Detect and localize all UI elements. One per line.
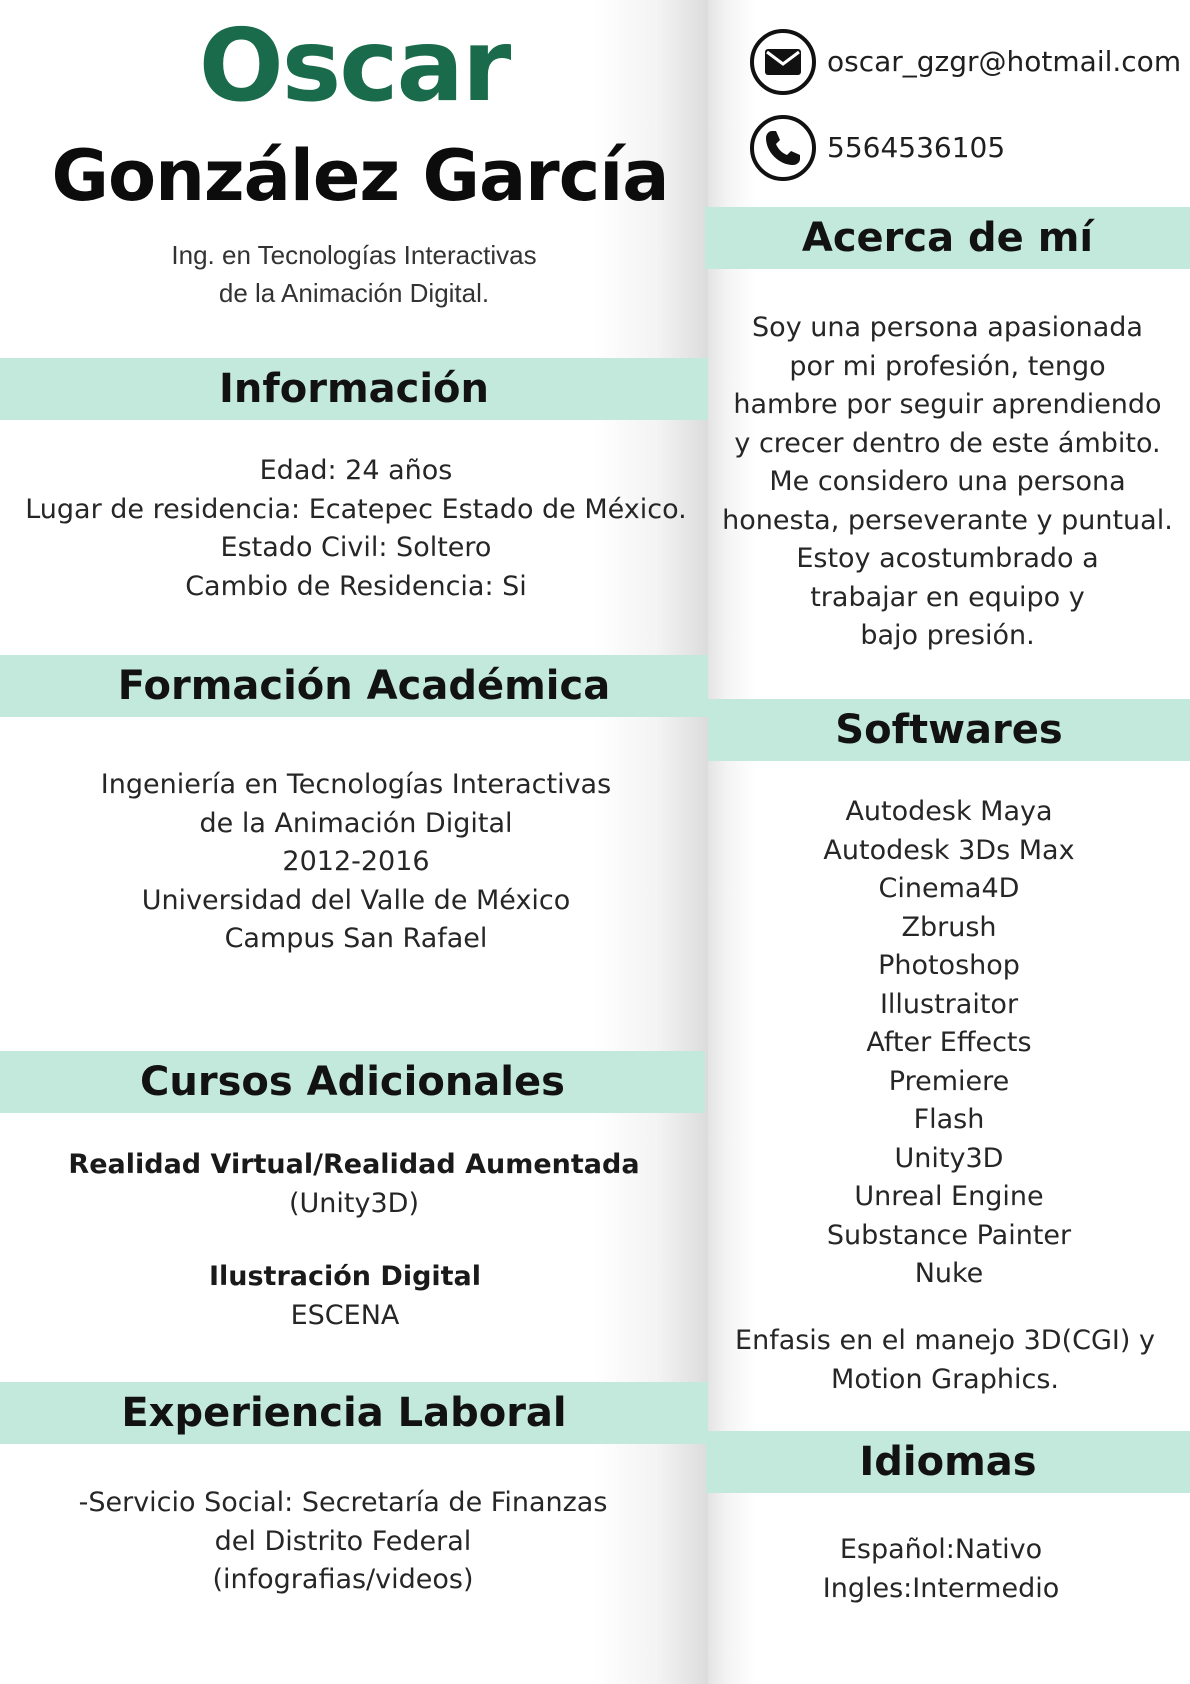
idioma-line: Ingles:Intermedio <box>822 1572 1060 1604</box>
formacion-line: 2012-2016 <box>282 846 430 877</box>
softwares-note <box>705 1322 1185 1399</box>
curso-name: Ilustración Digital <box>208 1261 482 1292</box>
acerca-line: honesta, perseverante y puntual. <box>722 504 1173 536</box>
software-item: Nuke <box>914 1258 984 1289</box>
softwares-note-line: Motion Graphics. <box>831 1363 1059 1395</box>
degree-line: Ing. en Tecnologías Interactivas <box>171 240 537 270</box>
formacion-line: Campus San Rafael <box>224 923 488 954</box>
software-item: After Effects <box>866 1027 1032 1058</box>
section-title-acerca: Acerca de mí <box>801 215 1094 261</box>
acerca-line: y crecer dentro de este ámbito. <box>734 427 1161 459</box>
acerca-line: trabajar en equipo y <box>810 581 1085 613</box>
experiencia-line: -Servicio Social: Secretaría de Finanzas <box>78 1487 608 1518</box>
informacion-content <box>0 452 712 606</box>
acerca-line: hambre por seguir aprendiendo <box>733 389 1162 420</box>
formacion-line: de la Animación Digital <box>199 807 513 839</box>
section-band-experiencia <box>0 1382 708 1444</box>
idioma-line: Español:Nativo <box>839 1534 1043 1565</box>
info-line: Edad: 24 años <box>259 455 453 486</box>
section-band-softwares <box>708 699 1190 761</box>
software-item: Unity3D <box>894 1142 1004 1174</box>
section-band-cursos <box>0 1051 705 1113</box>
email-link[interactable]: oscar_gzgr@hotmail.com <box>827 45 1182 78</box>
softwares-note-line: Enfasis en el manejo 3D(CGI) y <box>735 1325 1155 1356</box>
curso-detail: (Unity3D) <box>289 1187 419 1219</box>
formacion-content <box>0 766 712 959</box>
info-line: Estado Civil: Soltero <box>220 532 492 563</box>
section-title-cursos: Cursos Adicionales <box>140 1059 565 1105</box>
section-band-idiomas <box>706 1431 1190 1493</box>
envelope-icon <box>750 29 816 95</box>
curso-item <box>0 1258 690 1335</box>
experiencia-content <box>0 1484 686 1600</box>
softwares-list <box>708 793 1190 1294</box>
curso-name: Realidad Virtual/Realidad Aumentada <box>68 1149 640 1180</box>
section-band-acerca <box>705 207 1190 269</box>
acerca-line: Estoy acostumbrado a <box>796 543 1099 574</box>
phone-icon <box>750 115 816 181</box>
formacion-line: Universidad del Valle de México <box>141 884 571 916</box>
experiencia-line: (infografias/videos) <box>212 1564 474 1595</box>
first-name: Oscar <box>198 7 510 124</box>
curso-item <box>0 1146 708 1223</box>
section-band-formacion <box>0 655 708 717</box>
software-item: Illustraitor <box>879 988 1019 1020</box>
degree-line: de la Animación Digital. <box>218 278 490 308</box>
info-line: Lugar de residencia: Ecatepec Estado de México. <box>25 493 687 525</box>
software-item: Unreal Engine <box>854 1181 1044 1212</box>
phone-number[interactable]: 5564536105 <box>827 131 1006 164</box>
software-item: Autodesk 3Ds Max <box>823 834 1075 866</box>
last-name: González García <box>51 135 669 217</box>
degree-title <box>0 236 708 312</box>
curso-detail: ESCENA <box>290 1299 400 1331</box>
acerca-line: Soy una persona apasionada <box>752 312 1143 343</box>
software-item: Premiere <box>888 1065 1010 1097</box>
software-item: Flash <box>913 1104 985 1135</box>
section-title-formacion: Formación Académica <box>117 663 611 709</box>
acerca-line: por mi profesión, tengo <box>789 350 1106 382</box>
section-title-experiencia: Experiencia Laboral <box>121 1390 567 1436</box>
section-title-informacion: Información <box>218 366 490 412</box>
info-line: Cambio de Residencia: Si <box>185 570 527 602</box>
acerca-line: Me considero una persona <box>769 466 1126 497</box>
acerca-content <box>705 309 1190 656</box>
acerca-line: bajo presión. <box>860 620 1035 651</box>
software-item: Photoshop <box>878 950 1020 981</box>
formacion-line: Ingeniería en Tecnologías Interactivas <box>100 769 612 800</box>
section-band-informacion <box>0 358 708 420</box>
software-item: Zbrush <box>901 911 997 943</box>
software-item: Autodesk Maya <box>845 796 1053 827</box>
software-item: Cinema4D <box>878 873 1020 904</box>
section-title-idiomas: Idiomas <box>859 1439 1037 1485</box>
experiencia-line: del Distrito Federal <box>214 1525 472 1557</box>
section-title-softwares: Softwares <box>835 707 1063 753</box>
software-item: Substance Painter <box>826 1219 1072 1251</box>
idiomas-content <box>706 1531 1176 1608</box>
